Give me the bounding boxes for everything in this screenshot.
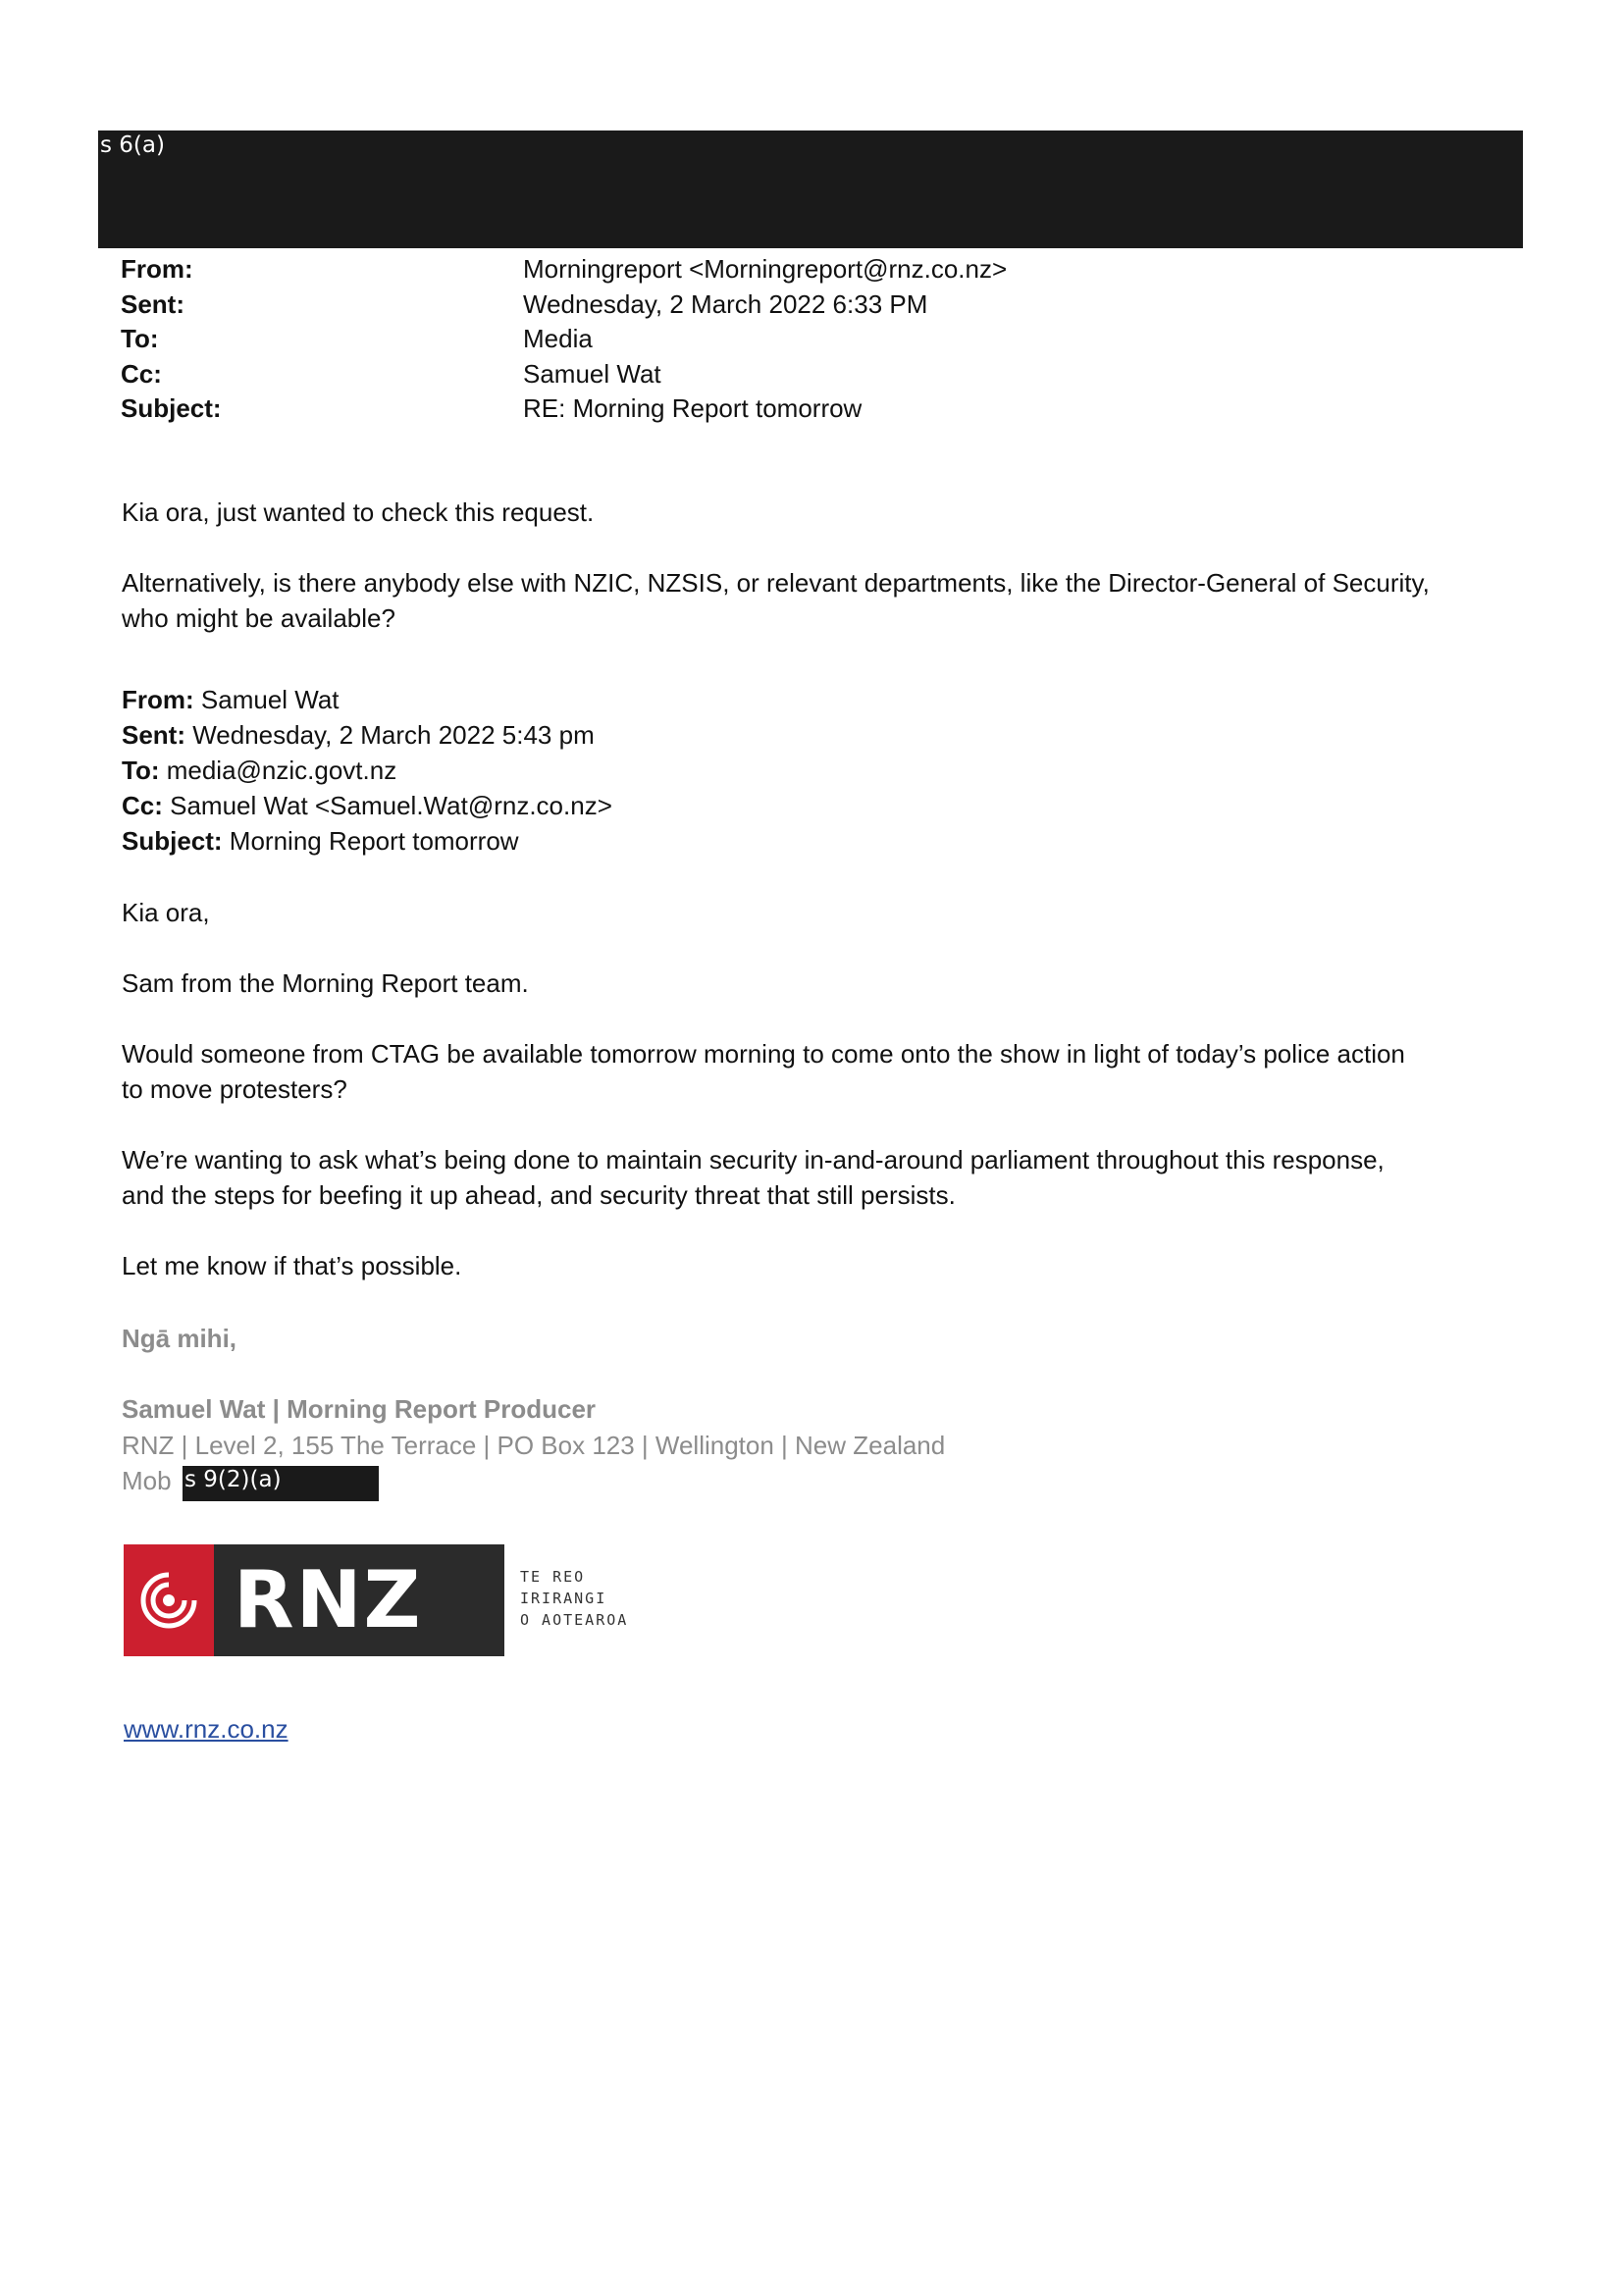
header-subject-row (121, 391, 1494, 426)
website-link[interactable]: www.rnz.co.nz (124, 1714, 288, 1744)
reply-line-2a: Alternatively, is there anybody else with NZIC, NZSIS, or relevant departments, like the Director-General of Security, (122, 568, 1430, 598)
original-sent-label: Sent: (122, 720, 185, 750)
signature-mob-label: Mob (122, 1466, 172, 1495)
body-paragraph-3: Let me know if that’s possible. (122, 1251, 462, 1280)
header-sent-row (121, 287, 1494, 322)
reply-line-1: Kia ora, just wanted to check this request. (122, 497, 595, 527)
original-cc-label: Cc: (122, 791, 163, 820)
signature-name-line: Samuel Wat | Morning Report Producer (122, 1394, 597, 1424)
original-to-value: media@nzic.govt.nz (159, 756, 397, 785)
rnz-wordmark: RNZ (234, 1554, 423, 1645)
reply-line-2b: who might be available? (122, 603, 395, 633)
header-from-value: Morningreport <Morningreport@rnz.co.nz> (523, 254, 1008, 284)
redaction-block-top (98, 130, 1523, 248)
redaction-code-mobile: s 9(2)(a) (184, 1467, 282, 1492)
header-to-row (121, 321, 1494, 356)
original-from-label: From: (122, 685, 194, 714)
rnz-tagline (520, 1566, 677, 1631)
rnz-logo (124, 1544, 629, 1656)
header-sent-value: Wednesday, 2 March 2022 6:33 PM (523, 289, 928, 319)
header-subject-label: Subject: (121, 393, 222, 423)
original-from-value: Samuel Wat (193, 685, 340, 714)
header-to-label: To: (121, 324, 159, 353)
signature-address: RNZ | Level 2, 155 The Terrace | PO Box 123 | Wellington | New Zealand (122, 1431, 946, 1460)
rnz-tagline-2: IRIRANGI (520, 1590, 607, 1607)
redaction-code-top: s 6(a) (100, 132, 165, 158)
original-sent-row (122, 717, 1495, 753)
header-cc-row (121, 356, 1494, 391)
header-cc-label: Cc: (121, 359, 162, 389)
redaction-block-mobile (183, 1466, 379, 1501)
rnz-tagline-3: O AOTEAROA (520, 1611, 629, 1629)
rnz-logo-red-panel (124, 1544, 214, 1656)
header-to-value: Media (523, 324, 593, 353)
original-to-label: To: (122, 756, 160, 785)
header-sent-label: Sent: (121, 289, 184, 319)
signature-signoff: Ngā mihi, (122, 1324, 237, 1353)
body-paragraph-2b: and the steps for beefing it up ahead, and security threat that still persists. (122, 1180, 956, 1210)
original-sent-value: Wednesday, 2 March 2022 5:43 pm (185, 720, 595, 750)
original-subject-row (122, 823, 1495, 859)
header-from-label: From: (121, 254, 193, 284)
body-paragraph-1a: Would someone from CTAG be available tomorrow morning to come onto the show in light of today’s police action (122, 1039, 1405, 1069)
rnz-tagline-1: TE REO (520, 1568, 586, 1586)
body-intro: Sam from the Morning Report team. (122, 968, 529, 998)
original-from-row (122, 682, 1495, 717)
original-to-row (122, 753, 1495, 788)
body-greeting: Kia ora, (122, 898, 210, 927)
header-from-row (121, 251, 1494, 287)
original-subject-label: Subject: (122, 826, 223, 856)
body-paragraph-1b: to move protesters? (122, 1074, 347, 1104)
header-cc-value: Samuel Wat (523, 359, 661, 389)
original-subject-value: Morning Report tomorrow (222, 826, 519, 856)
original-cc-row (122, 788, 1495, 823)
header-subject-value: RE: Morning Report tomorrow (523, 393, 863, 423)
original-cc-value: Samuel Wat <Samuel.Wat@rnz.co.nz> (162, 791, 612, 820)
body-paragraph-2a: We’re wanting to ask what’s being done to maintain security in-and-around parliament throughout this response, (122, 1145, 1385, 1174)
rnz-swirl-icon (137, 1569, 200, 1632)
